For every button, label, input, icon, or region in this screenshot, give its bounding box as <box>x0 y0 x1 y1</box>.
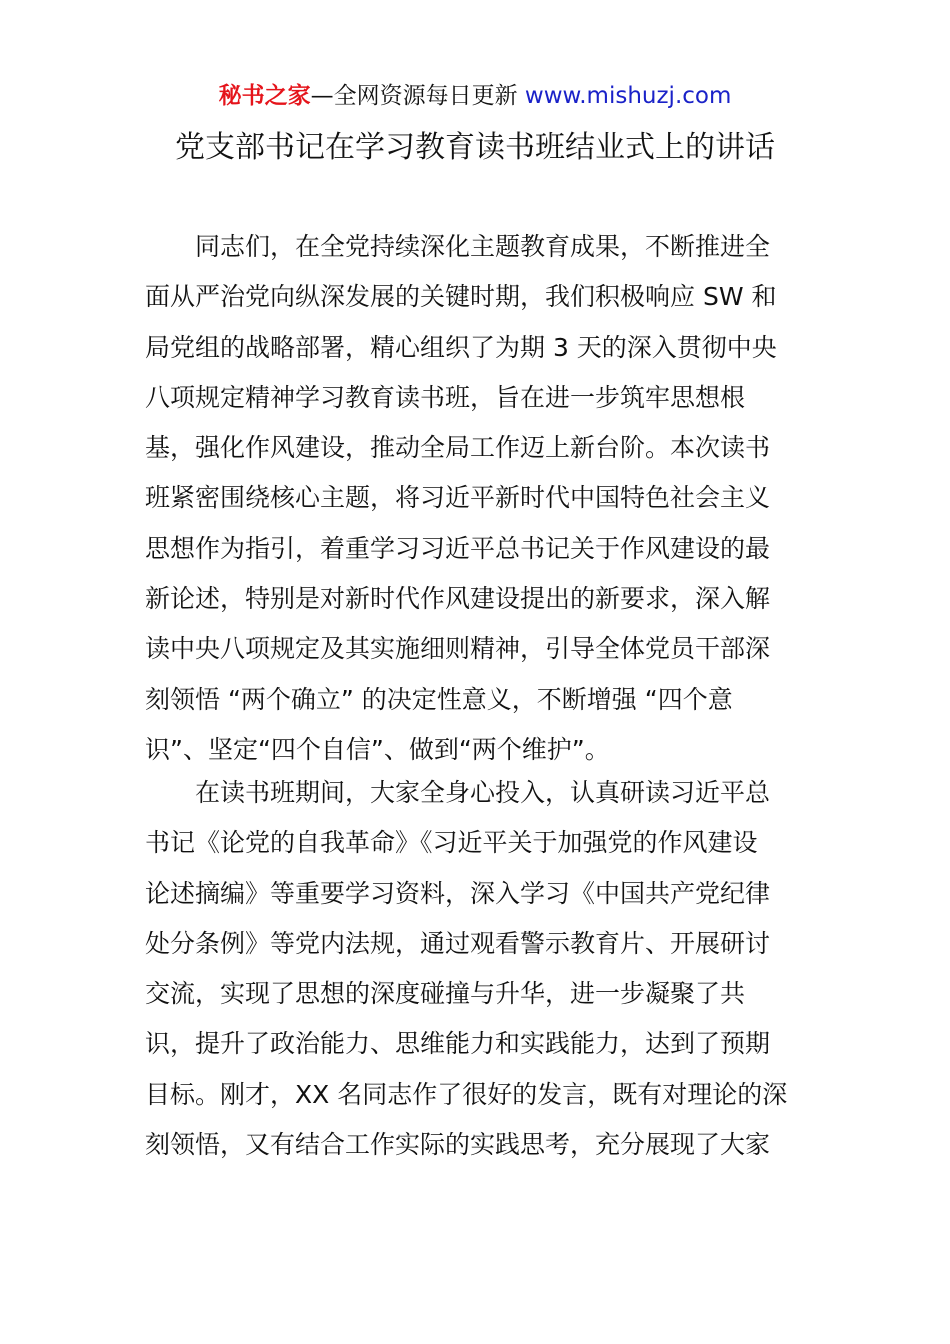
paragraph-line: 面从严治党向纵深发展的关键时期，我们积极响应 SW 和 <box>145 282 777 312</box>
paragraph-line: 局党组的战略部署，精心组织了为期 3 天的深入贯彻中央 <box>145 332 777 362</box>
brand-name: 秘书之家 <box>218 83 311 109</box>
paragraph-1 <box>145 222 809 775</box>
paragraph-line: 书记《论党的自我革命》《习近平关于加强党的作风建设 <box>145 828 758 858</box>
paragraph-line: 同志们，在全党持续深化主题教育成果，不断推进全 <box>195 232 771 261</box>
paragraph-line: 思想作为指引，着重学习习近平总书记关于作风建设的最 <box>145 533 771 563</box>
paragraph-line: 刻领悟 “两个确立” 的决定性意义，不断增强 “四个意 <box>145 684 733 714</box>
document-title: 党支部书记在学习教育读书班结业式上的讲话 <box>175 130 775 165</box>
site-url-link[interactable]: www.mishuzj.com <box>524 83 732 109</box>
paragraph-line: 识”、坚定“四个自信”、做到“两个维护”。 <box>145 734 610 764</box>
paragraph-line: 班紧密围绕核心主题，将习近平新时代中国特色社会主义 <box>145 483 771 513</box>
paragraph-line: 八项规定精神学习教育读书班，旨在进一步筑牢思想根 <box>145 382 746 412</box>
paragraph-line: 目标。刚才，XX 名同志作了很好的发言，既有对理论的深 <box>145 1079 788 1109</box>
paragraph-line: 论述摘编》等重要学习资料，深入学习《中国共产党纪律 <box>145 878 771 908</box>
paragraph-line: 处分条例》等党内法规，通过观看警示教育片、开展研讨 <box>145 928 771 958</box>
paragraph-line: 交流，实现了思想的深度碰撞与升华，进一步凝聚了共 <box>145 979 746 1009</box>
paragraph-line: 新论述，特别是对新时代作风建设提出的新要求，深入解 <box>145 584 771 614</box>
paragraph-line: 识，提升了政治能力、思维能力和实践能力，达到了预期 <box>145 1029 771 1059</box>
site-header <box>0 80 950 112</box>
paragraph-2 <box>145 768 809 1170</box>
paragraph-line: 在读书班期间，大家全身心投入，认真研读习近平总 <box>195 778 771 807</box>
paragraph-line: 基，强化作风建设，推动全局工作迈上新台阶。本次读书 <box>145 433 771 463</box>
header-tagline: —全网资源每日更新 <box>310 83 525 109</box>
paragraph-line: 刻领悟，又有结合工作实际的实践思考，充分展现了大家 <box>145 1130 771 1160</box>
paragraph-line: 读中央八项规定及其实施细则精神，引导全体党员干部深 <box>145 634 771 664</box>
